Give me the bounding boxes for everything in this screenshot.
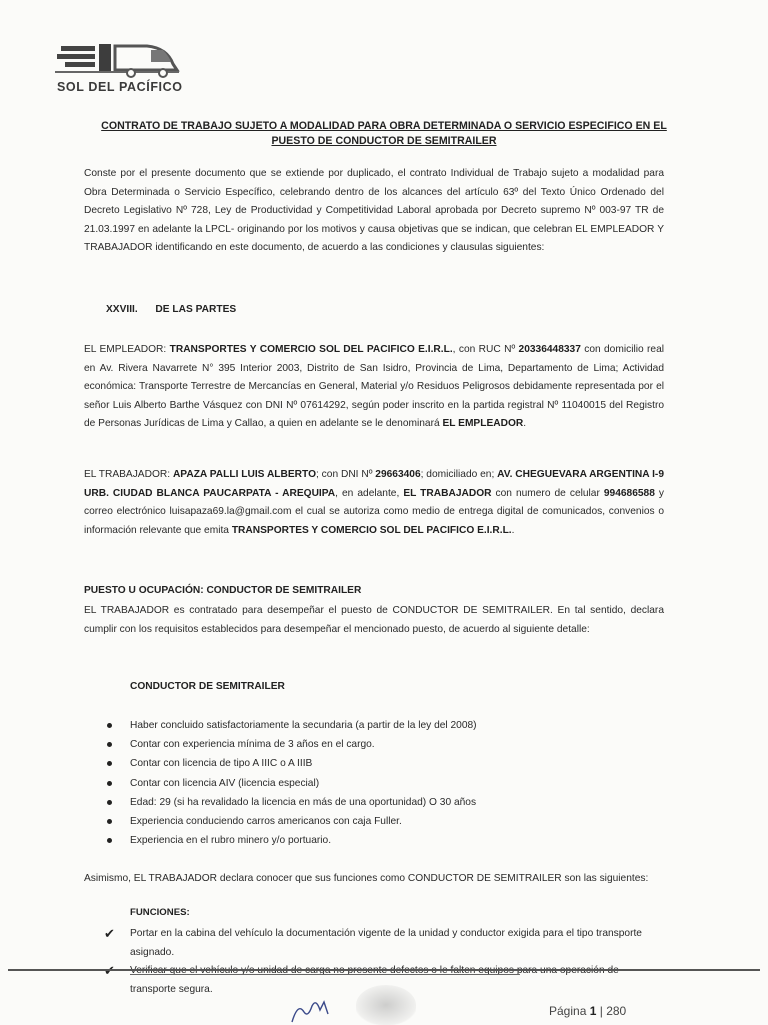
strikethrough-line [130, 974, 520, 975]
stamp-mark [356, 985, 416, 1025]
requisitos-heading: CONDUCTOR DE SEMITRAILER [130, 681, 285, 692]
empleador-name: TRANSPORTES Y COMERCIO SOL DEL PACIFICO E.I.R.L. [169, 344, 453, 355]
trabajador-paragraph: EL TRABAJADOR: APAZA PALLI LUIS ALBERTO; con DNI Nº 29663406; domiciliado en; AV. CHEGUEVARA ARGENTINA I-9 URB. CIUDAD BLANCA PAUCARPATA - AREQUIPA, en adelante, EL TRABAJADOR con numero de celular 994686588 y correo electrónico luisapaza69.la@gmail.com el cual se autoriza como medio de entrega digital de comunicados, convenios o información relevante que emita TRANSPORTES Y COMERCIO SOL DEL PACIFICO E.I.R.L.. [84, 469, 664, 536]
trabajador-alias: EL TRABAJADOR [403, 487, 492, 499]
intro-paragraph: Conste por el presente documento que se extiende por duplicado, el contrato Individual de Trabajo sujeto a modalidad para Obra Determinada o Servicio Específico, celebrando dentro de los alcances del artículo 63º del Texto Único Ordenado del Decreto Legislativo Nº 728, Ley de Productividad y Competitividad Laboral aprobada por Decreto supremo Nº 003-97 TR de 21.03.1997 en adelante la LPCL- originando por los motivos y causa objetivas que se indican, que celebran EL EMPLEADOR Y TRABAJADOR identificando en este documento, de acuerdo a las condiciones y clausulas siguientes: [84, 168, 664, 254]
empleador-label: EL EMPLEADOR: [84, 344, 170, 355]
funcion-text: transporte segura. [130, 983, 213, 995]
divider-line [8, 969, 760, 971]
list-item: Contar con licencia de tipo A IIIC o A IIIB [104, 754, 664, 773]
empleador-alias: EL EMPLEADOR [442, 418, 524, 430]
trabajador-dni: 29663406 [375, 469, 421, 480]
empleador-ruc: 20336448337 [518, 344, 581, 355]
trabajador-phone: 994686588 [603, 487, 655, 499]
list-item: Experiencia en el rubro minero y/o portuario. [104, 831, 664, 850]
checkmark-icon [104, 962, 115, 980]
title-line-1: CONTRATO DE TRABAJO SUJETO A MODALIDAD PARA OBRA DETERMINADA O SERVICIO ESPECIFICO EN EL [101, 120, 667, 132]
empleador-paragraph [84, 341, 664, 434]
logo-text: SOL DEL PACÍFICO [57, 80, 183, 94]
requisitos-list [104, 716, 664, 850]
page-number: 1 [589, 1004, 597, 1018]
puesto-heading: PUESTO U OCUPACIÓN: CONDUCTOR DE SEMITRAILER [84, 585, 362, 596]
section-title: DE LAS PARTES [155, 304, 237, 315]
trabajador-text: ; con DNI Nº [316, 469, 376, 480]
funciones-intro: Asimismo, EL TRABAJADOR declara conocer que sus funciones como CONDUCTOR DE SEMITRAILER son las siguientes: [84, 873, 649, 884]
list-item: Haber concluido satisfactoriamente la secundaria (a partir de la ley del 2008) [104, 716, 664, 735]
trabajador-text: y correo electrónico luisapaza69.la@gmail.com el cual se autoriza como medio de entrega digital de comunicados, convenios o información relevante que emita [84, 487, 664, 536]
list-item: Experiencia conduciendo carros americanos con caja Fuller. [104, 812, 664, 831]
company-logo [55, 42, 185, 98]
contract-title [80, 119, 688, 149]
truck-logo-icon [55, 42, 185, 82]
page-footer [549, 1004, 626, 1018]
trabajador-text: , en adelante, [335, 487, 404, 499]
page-separator: | [596, 1004, 607, 1018]
section-heading [106, 304, 236, 315]
trabajador-company: TRANSPORTES Y COMERCIO SOL DEL PACIFICO E.I.R.L. [231, 524, 512, 536]
list-item: Contar con experiencia mínima de 3 años en el cargo. [104, 735, 664, 754]
trabajador-label: EL TRABAJADOR: [84, 469, 173, 480]
trabajador-text: ; domiciliado en; [420, 469, 498, 480]
list-item: Contar con licencia AIV (licencia especial) [104, 774, 664, 793]
empleador-text: , con RUC Nº [452, 344, 519, 355]
section-number: XXVIII. [106, 304, 138, 315]
title-line-2: PUESTO DE CONDUCTOR DE SEMITRAILER [271, 135, 497, 147]
trabajador-address: AV. CHEGUEVARA ARGENTINA I-9 URB. CIUDAD BLANCA PAUCARPATA - AREQUIPA [84, 469, 664, 499]
trabajador-name: APAZA PALLI LUIS ALBERTO [172, 469, 316, 480]
funciones-heading: FUNCIONES: [130, 907, 190, 918]
page-total: 280 [606, 1004, 627, 1018]
checkmark-icon: ✔ [104, 926, 115, 941]
empleador-text: con domicilio real en Av. Rivera Navarrete N° 395 Interior 2003, Distrito de San Isidro, Provincia de Lima, Departamento de Lima; Actividad económica: Transporte Terrestre de Mercancías en General, Material y/o Residuos Peligrosos debidamente representada por el señor Luis Alberto Barthe Vásquez con DNI Nº 07614292, según poder inscrito en la partida registral Nº 11040015 del Registro de Personas Jurídicas de Lima y Callao, a quien en adelante se le denominará [84, 344, 665, 430]
empleador-text: . [523, 418, 527, 430]
list-item: Edad: 29 (si ha revalidado la licencia en más de una oportunidad) O 30 años [104, 793, 664, 812]
funcion-text: Portar en la cabina del vehículo la documentación vigente de la unidad y conductor exigida para el tipo transporte asignado. [130, 928, 642, 958]
trabajador-text: con numero de celular [491, 487, 604, 499]
list-item [104, 925, 664, 962]
signature-icon [288, 988, 358, 1024]
page-label: Página [549, 1004, 590, 1018]
puesto-paragraph: EL TRABAJADOR es contratado para desempeñar el puesto de CONDUCTOR DE SEMITRAILER. En tal sentido, declara cumplir con los requisitos establecidos para desempeñar el mencionado puesto, de acuerdo al siguiente detalle: [84, 605, 664, 635]
